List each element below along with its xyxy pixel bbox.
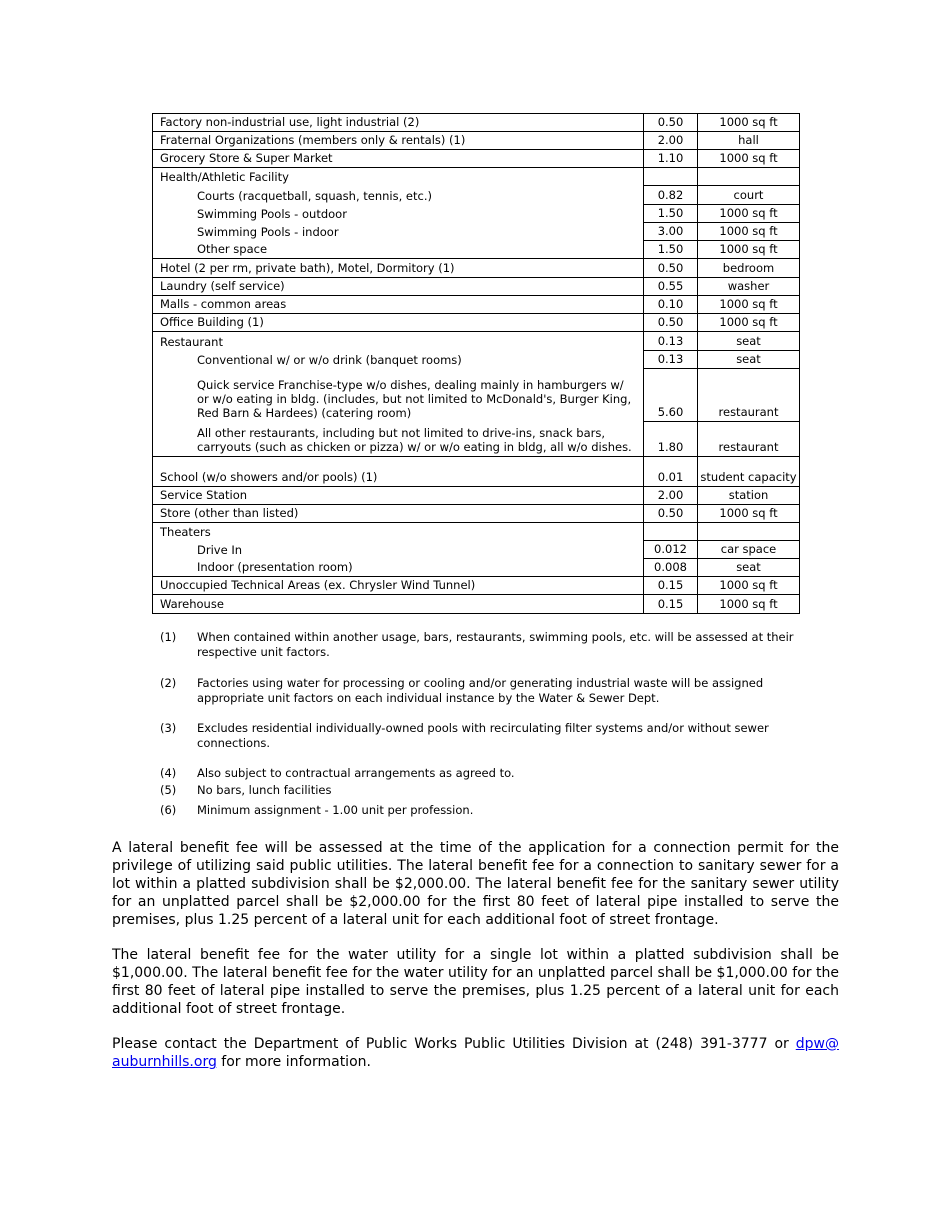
row-unit: 1000 sq ft: [698, 577, 800, 595]
table-row: [153, 577, 800, 595]
row-description: Restaurant: [153, 332, 644, 351]
row-factor: 0.82: [644, 186, 698, 205]
row-factor: 0.10: [644, 296, 698, 314]
footnote-text: Also subject to contractual arrangements as agreed to.: [197, 766, 515, 780]
row-description: Swimming Pools - indoor: [153, 223, 644, 241]
row-description: Quick service Franchise-type w/o dishes, dealing mainly in hamburgers w/ or w/o eating in bldg. (includes, but not limited to McDonald's, Burger King, Red Barn & Hardees) (catering room): [153, 369, 644, 422]
row-description: Office Building (1): [153, 314, 644, 332]
table-row: [153, 457, 800, 487]
row-description: Unoccupied Technical Areas (ex. Chrysler Wind Tunnel): [153, 577, 644, 595]
row-description: Hotel (2 per rm, private bath), Motel, Dormitory (1): [153, 259, 644, 278]
table-row: [153, 559, 800, 577]
row-factor: 1.80: [644, 422, 698, 457]
footnote: [160, 783, 800, 798]
footnote: [160, 721, 800, 750]
table-row: [153, 541, 800, 559]
row-unit: seat: [698, 559, 800, 577]
row-description: Service Station: [153, 487, 644, 505]
table-row: [153, 314, 800, 332]
row-unit: seat: [698, 332, 800, 351]
table-row: [153, 132, 800, 150]
row-unit: 1000 sq ft: [698, 150, 800, 168]
row-unit: seat: [698, 351, 800, 369]
row-description: School (w/o showers and/or pools) (1): [153, 457, 644, 487]
footnote-text: No bars, lunch facilities: [197, 782, 332, 797]
table-row: [153, 296, 800, 314]
table-row: [153, 351, 800, 369]
row-description: Grocery Store & Super Market: [153, 150, 644, 168]
row-factor: 0.55: [644, 278, 698, 296]
table-row: [153, 422, 800, 457]
row-description: Fraternal Organizations (members only & rentals) (1): [153, 132, 644, 150]
row-factor: 0.50: [644, 314, 698, 332]
row-unit: washer: [698, 278, 800, 296]
row-unit: 1000 sq ft: [698, 205, 800, 223]
row-unit: student capacity: [698, 457, 800, 487]
row-factor: 0.13: [644, 332, 698, 351]
row-factor: 0.01: [644, 457, 698, 487]
row-factor: 0.15: [644, 595, 698, 614]
contact-text: Please contact the Department of Public Works Public Utilities Division at (248) 391-3777 or: [112, 1036, 789, 1052]
row-factor: 0.50: [644, 259, 698, 278]
footnote-text: When contained within another usage, bars, restaurants, swimming pools, etc. will be assessed at their respective unit factors.: [197, 630, 794, 659]
table-row: [153, 205, 800, 223]
row-unit: 1000 sq ft: [698, 595, 800, 614]
footnote: [160, 630, 800, 659]
footnote: [160, 766, 800, 781]
contact-tail: for more information.: [216, 1054, 371, 1070]
contact-paragraph: [112, 1035, 839, 1071]
footnote: [160, 803, 800, 818]
row-factor: 5.60: [644, 369, 698, 422]
row-factor: 1.10: [644, 150, 698, 168]
row-unit: bedroom: [698, 259, 800, 278]
row-unit: hall: [698, 132, 800, 150]
table-row: [153, 523, 800, 541]
row-factor: 2.00: [644, 487, 698, 505]
row-factor: 2.00: [644, 132, 698, 150]
row-factor: 0.008: [644, 559, 698, 577]
row-unit: 1000 sq ft: [698, 314, 800, 332]
row-factor: 0.50: [644, 505, 698, 523]
table-row: [153, 332, 800, 351]
row-description: Laundry (self service): [153, 278, 644, 296]
row-description: Malls - common areas: [153, 296, 644, 314]
row-description: Conventional w/ or w/o drink (banquet rooms): [153, 351, 644, 369]
row-factor: [644, 168, 698, 186]
table-row: [153, 505, 800, 523]
row-description: Other space: [153, 241, 644, 259]
row-unit: [698, 168, 800, 186]
row-factor: 0.50: [644, 114, 698, 132]
row-unit: restaurant: [698, 369, 800, 422]
table-row: [153, 241, 800, 259]
table-row: [153, 487, 800, 505]
table-row: [153, 369, 800, 422]
row-factor: [644, 523, 698, 541]
footnotes: [160, 630, 800, 818]
row-factor: 3.00: [644, 223, 698, 241]
row-unit: restaurant: [698, 422, 800, 457]
row-unit: 1000 sq ft: [698, 114, 800, 132]
footnote: [160, 676, 800, 705]
row-unit: 1000 sq ft: [698, 223, 800, 241]
row-unit: station: [698, 487, 800, 505]
row-unit: [698, 523, 800, 541]
table-row: [153, 114, 800, 132]
row-factor: 0.012: [644, 541, 698, 559]
row-unit: 1000 sq ft: [698, 296, 800, 314]
row-factor: 1.50: [644, 205, 698, 223]
row-description: Swimming Pools - outdoor: [153, 205, 644, 223]
row-description: Drive In: [153, 541, 644, 559]
footnote-number: (3): [160, 721, 177, 735]
row-unit: 1000 sq ft: [698, 505, 800, 523]
row-description: Warehouse: [153, 595, 644, 614]
email-link[interactable]: dpw@ auburnhills.org: [112, 1036, 839, 1070]
table-row: [153, 595, 800, 614]
row-factor: 0.15: [644, 577, 698, 595]
water-lateral-fee-paragraph: The lateral benefit fee for the water utility for a single lot within a platted subdivision shall be $1,000.00. The lateral benefit fee for the water utility for an unplatted parcel shall be $1,000.00 for the first 80 feet of lateral pipe installed to serve the premises, plus 1.25 percent of a lateral unit for each additional foot of street frontage.: [112, 947, 839, 1017]
row-description: All other restaurants, including but not limited to drive-ins, snack bars, carryouts (such as chicken or pizza) w/ or w/o eating in bldg, all w/o dishes.: [153, 422, 644, 457]
footnote-number: (5): [160, 782, 177, 797]
footnote-number: (4): [160, 766, 177, 780]
unit-factor-table: [152, 113, 800, 614]
row-description: Factory non-industrial use, light industrial (2): [153, 114, 644, 132]
row-description: Health/Athletic Facility: [153, 168, 644, 186]
row-factor: 0.13: [644, 351, 698, 369]
row-factor: 1.50: [644, 241, 698, 259]
row-description: Store (other than listed): [153, 505, 644, 523]
footnote-number: (6): [160, 803, 177, 817]
row-unit: car space: [698, 541, 800, 559]
footnote-number: (1): [160, 630, 177, 644]
table-row: [153, 259, 800, 278]
row-unit: 1000 sq ft: [698, 241, 800, 259]
table-row: [153, 186, 800, 205]
table-row: [153, 278, 800, 296]
footnote-number: (2): [160, 676, 177, 690]
table-row: [153, 150, 800, 168]
footnote-text: Minimum assignment - 1.00 unit per profession.: [197, 803, 474, 817]
row-unit: court: [698, 186, 800, 205]
sewer-lateral-fee-paragraph: A lateral benefit fee will be assessed at the time of the application for a connection permit for the privilege of utilizing said public utilities. The lateral benefit fee for a connection to sanitary sewer for a lot within a platted subdivision shall be $2,000.00. The lateral benefit fee for the sanitary sewer utility for an unplatted parcel shall be $2,000.00 for the first 80 feet of lateral pipe installed to serve the premises, plus 1.25 percent of a lateral unit for each additional foot of street frontage.: [112, 840, 839, 928]
footnote-text: Excludes residential individually-owned pools with recirculating filter systems and/or without sewer connections.: [197, 721, 769, 750]
footnote-text: Factories using water for processing or cooling and/or generating industrial waste will be assigned appropriate unit factors on each individual instance by the Water & Sewer Dept.: [197, 676, 764, 705]
row-description: Indoor (presentation room): [153, 559, 644, 577]
table-row: [153, 223, 800, 241]
row-description: Theaters: [153, 523, 644, 541]
table-row: [153, 168, 800, 186]
row-description: Courts (racquetball, squash, tennis, etc.): [153, 186, 644, 205]
